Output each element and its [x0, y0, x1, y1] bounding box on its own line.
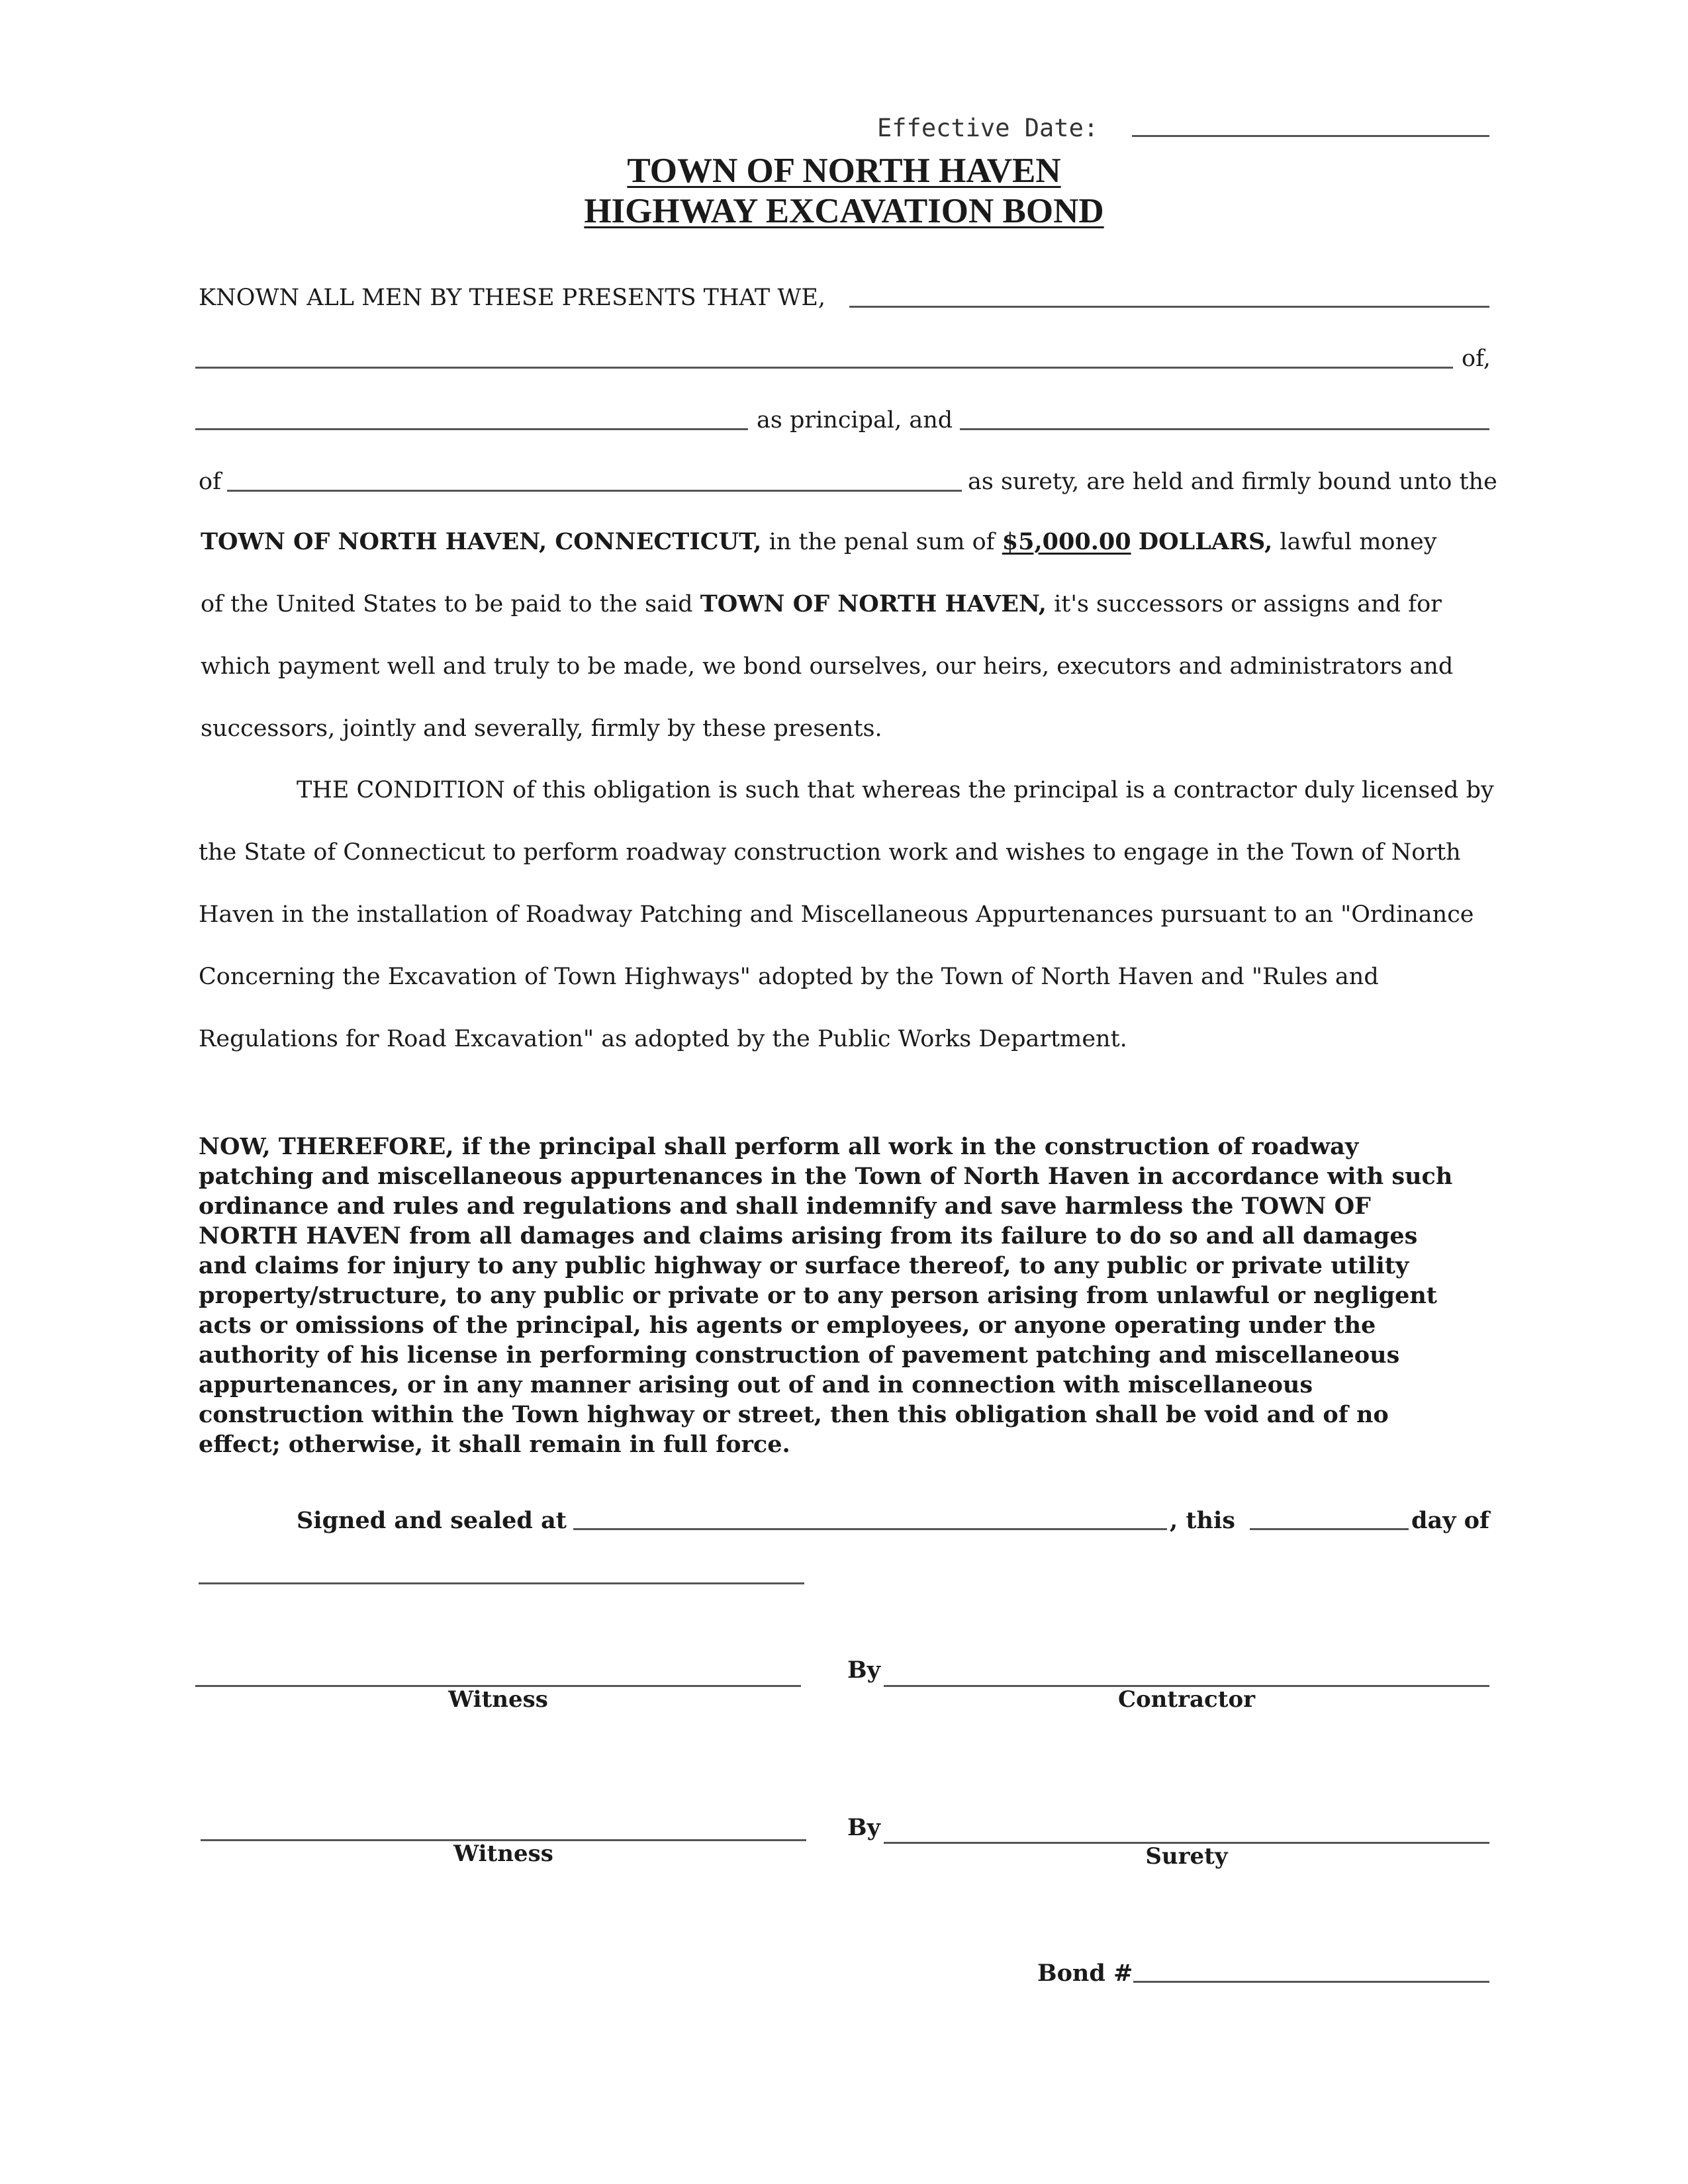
surety-label: Surety: [1145, 1843, 1228, 1870]
contractor-label: Contractor: [1117, 1686, 1256, 1713]
condition-line-2: the State of Connecticut to perform roadway construction work and wishes to engage in the Town of North: [199, 839, 1461, 866]
day-of-text: day of: [1411, 1507, 1490, 1534]
title-bond: HIGHWAY EXCAVATION BOND: [584, 192, 1104, 230]
witness-1-label: Witness: [448, 1686, 548, 1713]
therefore-line: and claims for injury to any public highway or surface thereof, to any public or private utility: [199, 1252, 1409, 1279]
day-field[interactable]: [1250, 1528, 1409, 1530]
therefore-line: ordinance and rules and regulations and shall indemnify and save harmless the TOWN OF: [199, 1193, 1371, 1220]
bond-amount: $5,000.00: [1002, 528, 1131, 555]
as-surety-text: as surety, are held and firmly bound unto the: [968, 469, 1497, 495]
as-principal-text: as principal, and: [757, 407, 953, 433]
surety-name-field[interactable]: [960, 428, 1489, 430]
dollars-text: DOLLARS,: [1138, 528, 1273, 555]
penal-sum-text: in the penal sum of: [769, 529, 995, 555]
therefore-line: property/structure, to any public or private or to any person arising from unlawful or negligent: [199, 1282, 1437, 1309]
month-year-field[interactable]: [199, 1582, 804, 1584]
surety-address-field[interactable]: [227, 490, 962, 492]
therefore-line: construction within the Town highway or street, then this obligation shall be void and of no: [199, 1401, 1389, 1428]
successors-jointly-text: successors, jointly and severally, firmly by these presents.: [201, 715, 882, 742]
therefore-line: authority of his license in performing construction of pavement patching and miscellaneous: [199, 1342, 1400, 1369]
title-town: TOWN OF NORTH HAVEN: [627, 152, 1061, 190]
penal-sum-line: [201, 527, 1437, 557]
us-line: [201, 590, 1442, 619]
lawful-money-text: lawful money: [1280, 529, 1437, 555]
therefore-line: NORTH HAVEN from all damages and claims arising from its failure to do so and all damages: [199, 1222, 1418, 1250]
this-text: , this: [1170, 1507, 1235, 1534]
of-prefix-text: of: [199, 469, 222, 495]
of-suffix-text: of,: [1462, 345, 1491, 372]
therefore-line: acts or omissions of the principal, his agents or employees, or anyone operating under the: [199, 1312, 1376, 1339]
therefore-paragraph: [199, 1132, 1489, 1459]
principal-name-field[interactable]: [849, 306, 1489, 308]
condition-line-1: THE CONDITION of this obligation is such that whereas the principal is a contractor duly licensed by: [297, 777, 1494, 803]
effective-date-label: Effective Date:: [877, 114, 1099, 142]
signed-location-field[interactable]: [573, 1528, 1167, 1530]
signed-sealed-text: Signed and sealed at: [297, 1507, 567, 1534]
witness-2-label: Witness: [453, 1841, 553, 1867]
condition-line-4: Concerning the Excavation of Town Highways" adopted by the Town of North Haven and "Rules and: [199, 964, 1379, 990]
us-text: of the United States to be paid to the said: [201, 591, 693, 617]
by-1-text: By: [847, 1657, 880, 1684]
therefore-line: patching and miscellaneous appurtenances in the Town of North Haven in accordance with such: [199, 1163, 1453, 1190]
which-payment-text: which payment well and truly to be made, we bond ourselves, our heirs, executors and administrators and: [201, 653, 1454, 680]
condition-line-3: Haven in the installation of Roadway Patching and Miscellaneous Appurtenances pursuant to an "Ordinance: [199, 901, 1474, 928]
town-short-text: TOWN OF NORTH HAVEN,: [700, 590, 1047, 617]
bond-number-label: Bond #: [1037, 1960, 1133, 1987]
condition-line-5: Regulations for Road Excavation" as adopted by the Public Works Department.: [199, 1026, 1127, 1052]
principal-field-2[interactable]: [195, 428, 748, 430]
effective-date-field[interactable]: [1132, 135, 1489, 137]
therefore-line: effect; otherwise, it shall remain in full force.: [199, 1431, 790, 1458]
known-all-men-text: KNOWN ALL MEN BY THESE PRESENTS THAT WE,: [199, 285, 826, 311]
therefore-line: NOW, THEREFORE, if the principal shall perform all work in the construction of roadway: [199, 1133, 1359, 1160]
successors-assigns-text: it's successors or assigns and for: [1054, 591, 1442, 617]
bond-number-field[interactable]: [1133, 1981, 1489, 1983]
by-2-text: By: [847, 1814, 880, 1841]
town-ct-text: TOWN OF NORTH HAVEN, CONNECTICUT,: [201, 528, 762, 555]
therefore-line: appurtenances, or in any manner arising out of and in connection with miscellaneous: [199, 1371, 1313, 1398]
principal-address-field[interactable]: [195, 367, 1453, 369]
